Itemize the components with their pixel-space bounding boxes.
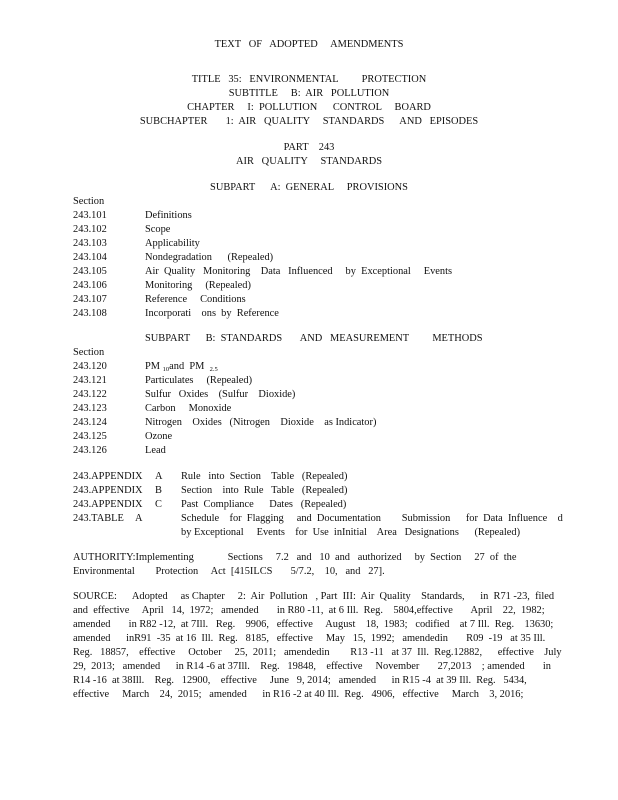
document-heading: TEXT OF ADOPTED AMENDMENTS	[214, 39, 404, 50]
appendix-title: Section into Rule Table (Repealed)	[181, 485, 348, 496]
section-title: Definitions	[145, 210, 192, 221]
subpart-a-heading: SUBPART A: GENERAL PROVISIONS	[210, 182, 408, 193]
authority-line: Environmental Protection Act [415ILCS 5/7.2, 10, and 27].	[73, 566, 385, 577]
title-line: TITLE 35: ENVIRONMENTAL PROTECTION	[191, 74, 427, 85]
pm25-subscript: 2.5	[209, 366, 218, 373]
section-number: 243.108	[73, 308, 107, 319]
source-line: 29, 2013; amended in R14 -6 at 37Ill. Reg. 19848, effective November 27,2013 ; amended in	[73, 661, 551, 672]
section-title: Ozone	[145, 431, 173, 442]
section-number: 243.103	[73, 238, 107, 249]
section-title: Lead	[145, 445, 166, 456]
appendix-label: 243.APPENDIX	[73, 499, 143, 510]
section-title: Particulates (Repealed)	[145, 375, 253, 386]
section-title: Incorporati ons by Reference	[145, 308, 279, 319]
section-number: 243.123	[73, 403, 107, 414]
table-label: 243.TABLE	[73, 513, 124, 524]
section-title: Nitrogen Oxides (Nitrogen Dioxide as Indicator)	[145, 417, 377, 428]
section-title: Applicability	[145, 238, 200, 249]
subtitle-line: SUBTITLE B: AIR POLLUTION	[228, 88, 390, 99]
section-title: Scope	[145, 224, 171, 235]
appendix-letter: C	[155, 499, 162, 510]
section-number: 243.126	[73, 445, 107, 456]
section-label: Section	[73, 196, 105, 207]
table-title-line2: by Exceptional Events for Use inInitial Area Designations (Repealed)	[181, 527, 521, 538]
section-number: 243.107	[73, 294, 107, 305]
section-number: 243.104	[73, 252, 107, 263]
chapter-line: CHAPTER I: POLLUTION CONTROL BOARD	[187, 102, 431, 113]
section-number: 243.121	[73, 375, 107, 386]
section-number: 243.125	[73, 431, 107, 442]
table-letter: A	[135, 513, 143, 524]
source-line: SOURCE: Adopted as Chapter 2: Air Pollution , Part III: Air Quality Standards, in R71 -23, filed	[73, 591, 555, 602]
pm-and-label: and PM	[169, 361, 205, 372]
appendix-letter: A	[155, 471, 163, 482]
section-title: Monitoring (Repealed)	[145, 280, 251, 291]
appendix-letter: B	[155, 485, 162, 496]
pm10-subscript: 10	[162, 366, 170, 373]
source-line: and effective April 14, 1972; amended in R80 -11, at 6 Ill. Reg. 5804,effective April 22, 1982;	[73, 605, 545, 616]
table-title-line1: Schedule for Flagging and Documentation Submission for Data Influence d	[181, 513, 563, 524]
section-title: Air Quality Monitoring Data Influenced by Exceptional Events	[145, 266, 453, 277]
authority-line: AUTHORITY:Implementing Sections 7.2 and 10 and authorized by Section 27 of the	[73, 552, 517, 563]
section-title: Carbon Monoxide	[145, 403, 232, 414]
section-number: 243.102	[73, 224, 107, 235]
section-number: 243.101	[73, 210, 107, 221]
part-title: AIR QUALITY STANDARDS	[236, 156, 382, 167]
section-title: Sulfur Oxides (Sulfur Dioxide)	[145, 389, 296, 400]
section-title-pm	[145, 360, 218, 375]
source-line: amended inR91 -35 at 16 Ill. Reg. 8185, effective May 15, 1992; amendedin R09 -19 at 35 Ill.	[73, 633, 546, 644]
source-line: effective March 24, 2015; amended in R16 -2 at 40 Ill. Reg. 4906, effective March 3, 2016;	[73, 689, 524, 700]
appendix-label: 243.APPENDIX	[73, 485, 143, 496]
section-number: 243.105	[73, 266, 107, 277]
appendix-title: Past Compliance Dates (Repealed)	[181, 499, 347, 510]
appendix-label: 243.APPENDIX	[73, 471, 143, 482]
source-line: R14 -16 at 38Ill. Reg. 12900, effective June 9, 2014; amended in R15 -4 at 39 Ill. Reg. 5434,	[73, 675, 527, 686]
appendix-title: Rule into Section Table (Repealed)	[181, 471, 348, 482]
source-line: Reg. 18857, effective October 25, 2011; amendedin R13 -11 at 37 Ill. Reg.12882, effective July	[73, 647, 562, 658]
section-number: 243.122	[73, 389, 107, 400]
section-number: 243.106	[73, 280, 107, 291]
subpart-b-heading: SUBPART B: STANDARDS AND MEASUREMENT METHODS	[145, 333, 483, 344]
section-number: 243.124	[73, 417, 107, 428]
subchapter-line: SUBCHAPTER 1: AIR QUALITY STANDARDS AND EPISODES	[139, 116, 479, 127]
section-number: 243.120	[73, 361, 107, 372]
source-line: amended in R82 -12, at 7Ill. Reg. 9906, effective August 18, 1983; codified at 7 Ill. Reg. 13630;	[73, 619, 554, 630]
section-label: Section	[73, 347, 105, 358]
section-title: Reference Conditions	[145, 294, 246, 305]
pm-label: PM	[145, 361, 161, 372]
section-title: Nondegradation (Repealed)	[145, 252, 274, 263]
part-number: PART 243	[283, 142, 335, 153]
